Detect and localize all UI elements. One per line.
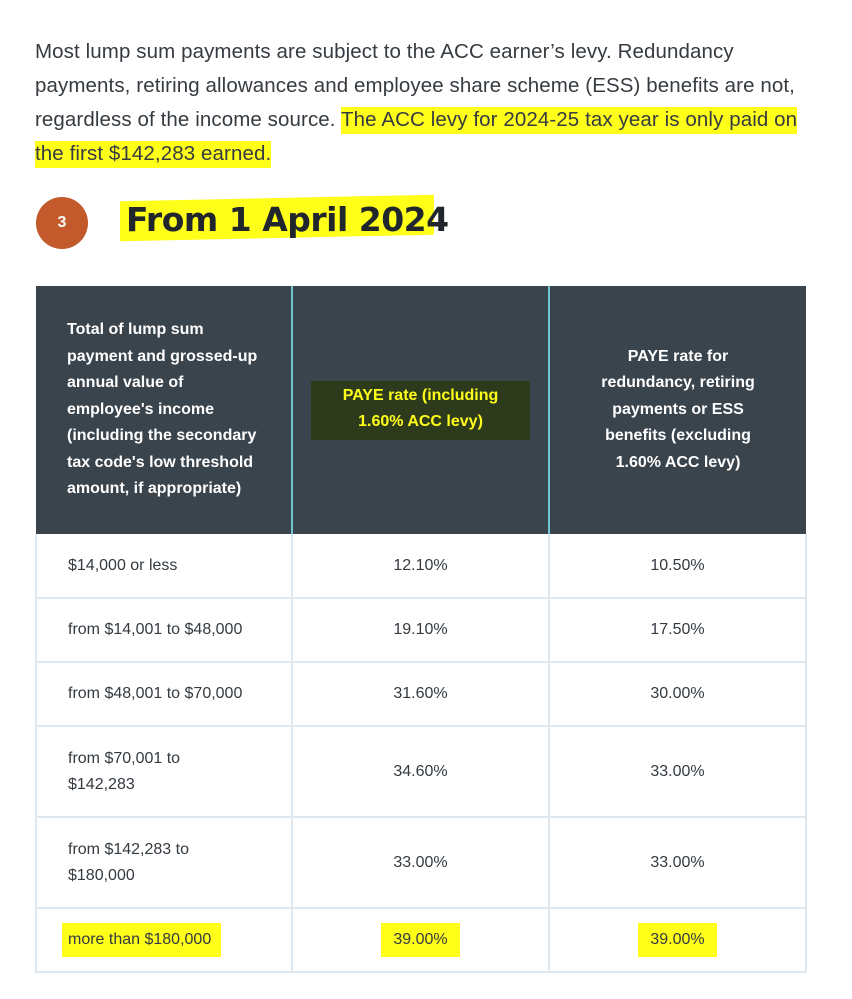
income-cell: from $142,283 to $180,000 <box>36 817 292 908</box>
income-highlight: more than $180,000 <box>62 923 221 957</box>
income-cell: from $48,001 to $70,000 <box>36 662 292 726</box>
income-cell: from $70,001 to $142,283 <box>36 726 292 817</box>
header-paye-rate <box>292 286 549 534</box>
table-row <box>36 662 806 726</box>
table-row <box>36 534 806 598</box>
paye-cell: 31.60% <box>292 662 549 726</box>
redundancy-cell: 33.00% <box>549 817 806 908</box>
section-heading: From 1 April 2024 <box>126 200 449 239</box>
income-cell <box>36 908 292 972</box>
paye-cell: 33.00% <box>292 817 549 908</box>
table-row <box>36 598 806 662</box>
table-row-highlighted <box>36 908 806 972</box>
income-cell: $14,000 or less <box>36 534 292 598</box>
redundancy-cell <box>549 908 806 972</box>
intro-text: Most lump sum payments are subject to the ACC earner’s levy. Redundancy payments, retiring allowances and employee share scheme (ESS) benefits are not, regardless of the income source. <box>35 39 795 131</box>
redundancy-cell: 33.00% <box>549 726 806 817</box>
header-redundancy-rate: PAYE rate for redundancy, retiring payments or ESS benefits (excluding 1.60% ACC levy) <box>549 286 806 534</box>
step-number-badge: 3 <box>36 197 88 249</box>
table-row <box>36 817 806 908</box>
header-income: Total of lump sum payment and grossed-up annual value of employee's income (including the secondary tax code's low threshold amount, if appropriate) <box>36 286 292 534</box>
intro-paragraph <box>35 35 815 171</box>
header-paye-rate-label: PAYE rate (including 1.60% ACC levy) <box>311 381 530 440</box>
income-cell: from $14,001 to $48,000 <box>36 598 292 662</box>
paye-cell: 34.60% <box>292 726 549 817</box>
intro-highlighted-text: The ACC levy for 2024-25 tax year is only paid on the first $142,283 earned. <box>35 107 797 168</box>
paye-cell: 12.10% <box>292 534 549 598</box>
paye-cell: 19.10% <box>292 598 549 662</box>
paye-highlight: 39.00% <box>381 923 459 957</box>
redundancy-cell: 17.50% <box>549 598 806 662</box>
redundancy-cell: 30.00% <box>549 662 806 726</box>
table-row <box>36 726 806 817</box>
paye-cell <box>292 908 549 972</box>
table-header-row <box>36 286 806 534</box>
paye-rates-table <box>35 286 807 973</box>
redundancy-highlight: 39.00% <box>638 923 716 957</box>
redundancy-cell: 10.50% <box>549 534 806 598</box>
